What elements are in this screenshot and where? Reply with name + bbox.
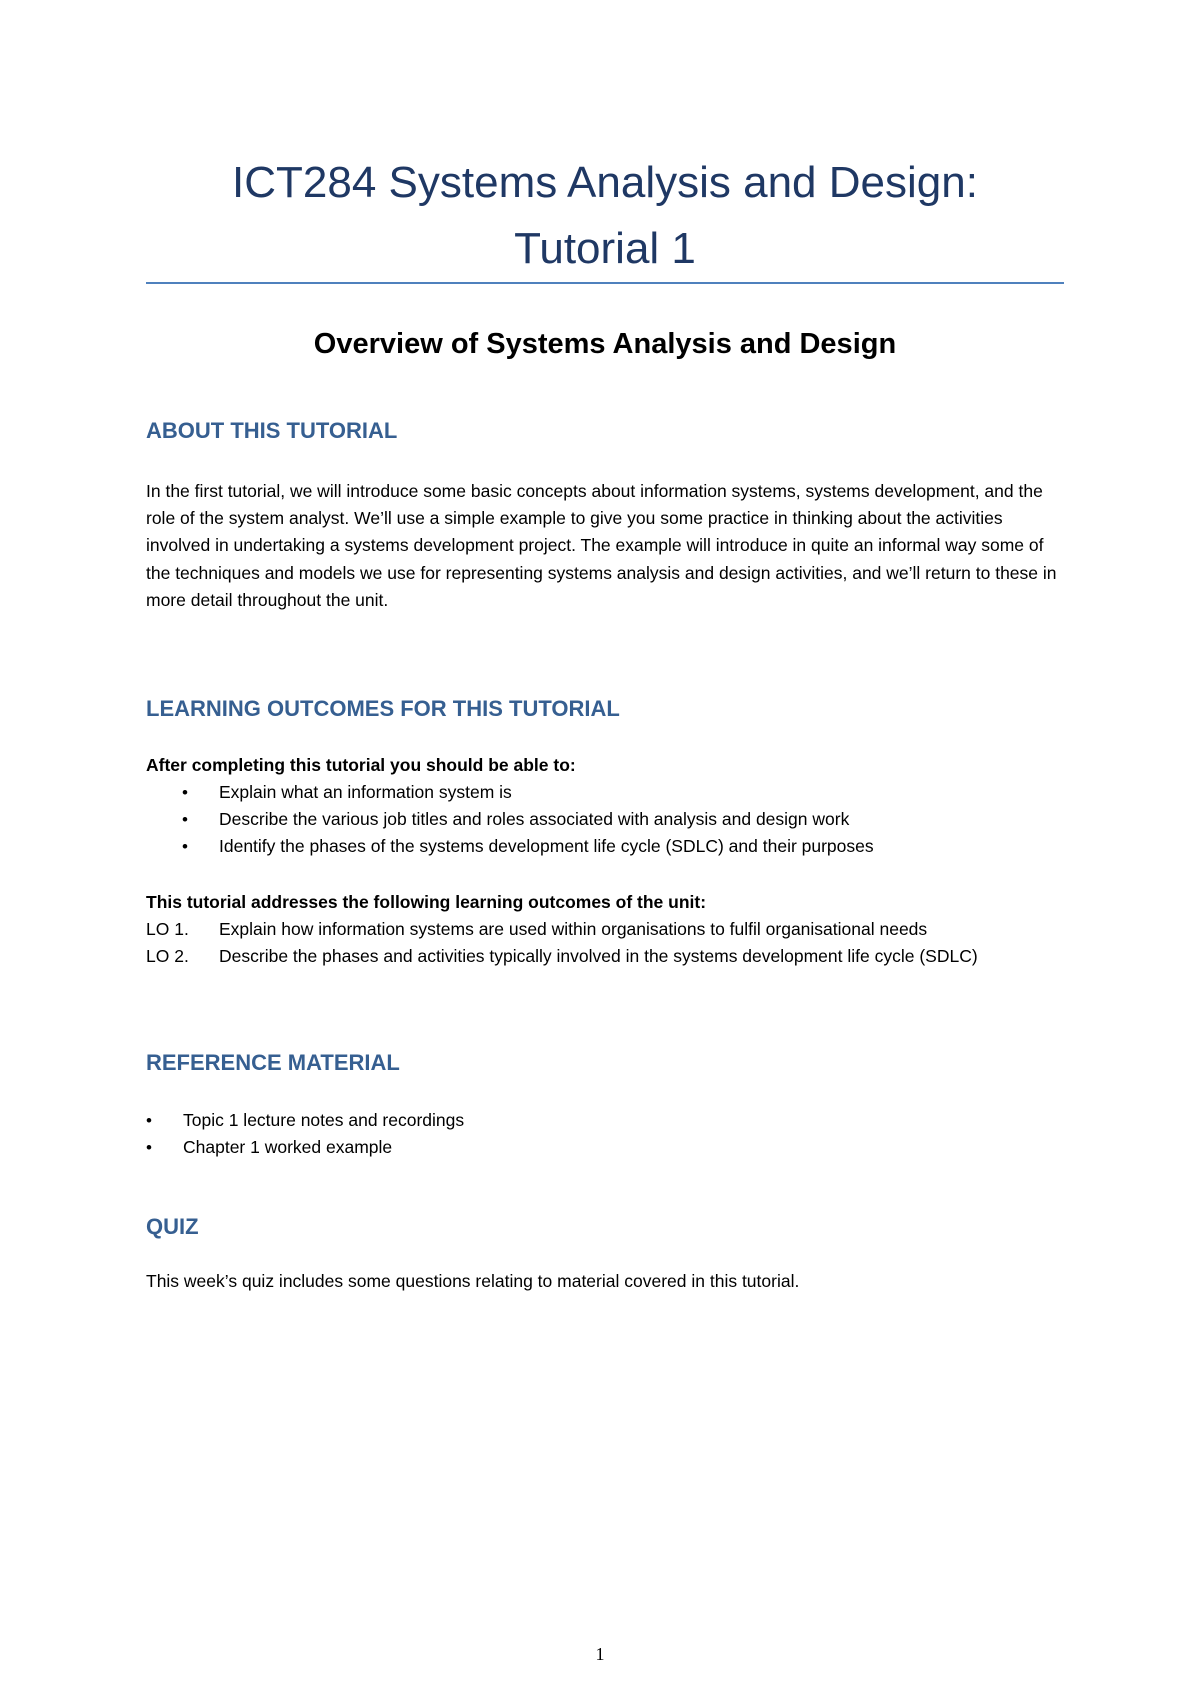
lo-text: Explain how information systems are used within organisations to fulfil organisational needs — [219, 919, 928, 939]
about-heading: ABOUT THIS TUTORIAL — [146, 418, 398, 443]
reference-list — [146, 1107, 1066, 1161]
list-item — [146, 943, 1066, 970]
about-paragraph: In the first tutorial, we will introduce some basic concepts about information systems, systems development, and the role of the system analyst. We’ll use a simple example to give you some practice in thinking about the activities involved in undertaking a systems development project. The example will introduce in quite an informal way some of the techniques and models we use for representing systems analysis and design activities, and we’ll return to these in more detail throughout the unit. — [146, 481, 1057, 610]
unit-outcomes-intro: This tutorial addresses the following learning outcomes of the unit: — [146, 892, 707, 912]
page-number: 1 — [595, 1644, 605, 1664]
title-divider — [146, 282, 1064, 284]
outcomes-list — [146, 779, 1066, 861]
title-line-1: ICT284 Systems Analysis and Design: — [232, 158, 978, 207]
document-subtitle: Overview of Systems Analysis and Design — [313, 328, 897, 360]
list-item: • Explain what an information system is — [146, 779, 1066, 806]
quiz-paragraph: This week’s quiz includes some questions relating to material covered in this tutorial. — [146, 1271, 800, 1291]
list-item: • Topic 1 lecture notes and recordings — [146, 1107, 1066, 1134]
outcomes-heading: LEARNING OUTCOMES FOR THIS TUTORIAL — [146, 696, 620, 721]
bullet-icon: • — [146, 1138, 152, 1158]
list-item: • Chapter 1 worked example — [146, 1134, 1066, 1161]
lo-number: LO 2. — [146, 946, 189, 967]
lo-number: LO 1. — [146, 919, 189, 939]
lo-text: Describe the phases and activities typically involved in the systems development life cycle (SDLC) — [219, 946, 978, 967]
bullet-icon: • — [182, 810, 188, 830]
reference-heading: REFERENCE MATERIAL — [146, 1050, 400, 1075]
outcomes-intro: After completing this tutorial you should be able to: — [146, 755, 576, 775]
list-item: • Identify the phases of the systems development life cycle (SDLC) and their purposes — [146, 833, 1066, 860]
unit-outcomes-list — [146, 916, 1066, 970]
bullet-icon: • — [146, 1111, 152, 1130]
bullet-icon: • — [182, 837, 188, 857]
list-item — [146, 916, 1066, 943]
bullet-icon: • — [182, 783, 188, 802]
title-line-2: Tutorial 1 — [514, 224, 696, 273]
document-title — [146, 150, 1064, 282]
quiz-heading: QUIZ — [146, 1214, 199, 1239]
list-item: • Describe the various job titles and roles associated with analysis and design work — [146, 806, 1066, 833]
